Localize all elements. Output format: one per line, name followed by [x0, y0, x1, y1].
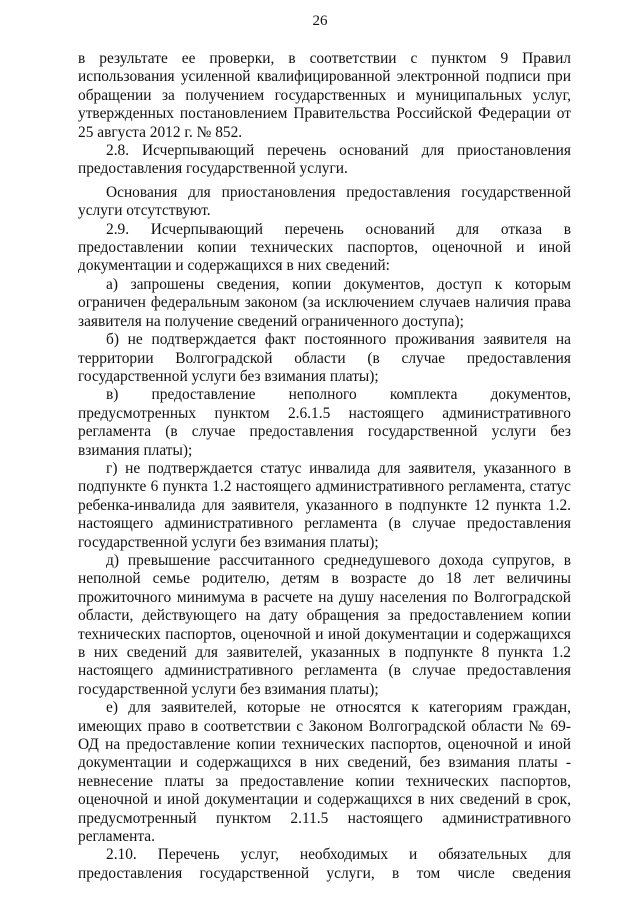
document-body [78, 50, 571, 883]
list-item-v: в) предоставление неполного комплекта документов, предусмотренных пунктом 2.6.1.5 настоящего административного регламента (в случае предоставления государственной услуги без взимания платы); [78, 386, 571, 459]
paragraph-2-10-heading: 2.10. Перечень услуг, необходимых и обязательных для предоставления государственной услуги, в том числе сведения [78, 846, 571, 882]
paragraph-2-8-heading: 2.8. Исчерпывающий перечень оснований для приостановления предоставления государственной услуги. [78, 142, 571, 178]
list-item-d: д) превышение рассчитанного среднедушевого дохода супругов, в неполной семье родителю, детям в возрасте до 18 лет величины прожиточного минимума в расчете на душу населения по Волгоградской области, действующего на дату обращения за предоставлением копии технических паспортов, оценочной и иной документации и содержащихся в них сведений для заявителей, указанных в подпункте 8 пункта 1.2 настоящего административного регламента (в случае предоставления государственной услуги без взимания платы); [78, 551, 571, 698]
page-number: 26 [312, 13, 328, 29]
list-item-a: а) запрошены сведения, копии документов, доступ к которым ограничен федеральным законом (за исключением случаев наличия права заявителя на получение сведений ограниченного доступа); [78, 275, 571, 330]
list-item-e: е) для заявителей, которые не относятся к категориям граждан, имеющих право в соответствии с Законом Волгоградской области № 69-ОД на предоставление копии технических паспортов, оценочной и иной документации и содержащихся в них сведений, без взимания платы - невнесение платы за предоставление копии технических паспортов, оценочной и иной документации и содержащихся в них сведений в срок, предусмотренный пунктом 2.11.5 настоящего административного регламента. [78, 699, 571, 846]
list-item-b: б) не подтверждается факт постоянного проживания заявителя на территории Волгоградской области (в случае предоставления государственной услуги без взимания платы); [78, 331, 571, 385]
list-item-g: г) не подтверждается статус инвалида для заявителя, указанного в подпункте 6 пункта 1.2 настоящего административного регламента, статус ребенка-инвалида для заявителя, указанного в подпункте 12 пункта 1.2. настоящего административного регламента (в случае предоставления государственной услуги без взимания платы); [78, 459, 571, 551]
paragraph-2-8-body: Основания для приостановления предоставления государственной услуги отсутствуют. [78, 183, 571, 220]
paragraph-2-9-heading: 2.9. Исчерпывающий перечень оснований для отказа в предоставлении копии технических паспортов, оценочной и иной документации и содержащихся в них сведений: [78, 220, 571, 275]
paragraph-continuation: в результате ее проверки, в соответствии с пунктом 9 Правил использования усиленной квалифицированной электронной подписи при обращении за получением государственных и муниципальных услуг, утвержденных постановлением Правительства Российской Федерации от 25 августа 2012 г. № 852. [78, 50, 571, 141]
